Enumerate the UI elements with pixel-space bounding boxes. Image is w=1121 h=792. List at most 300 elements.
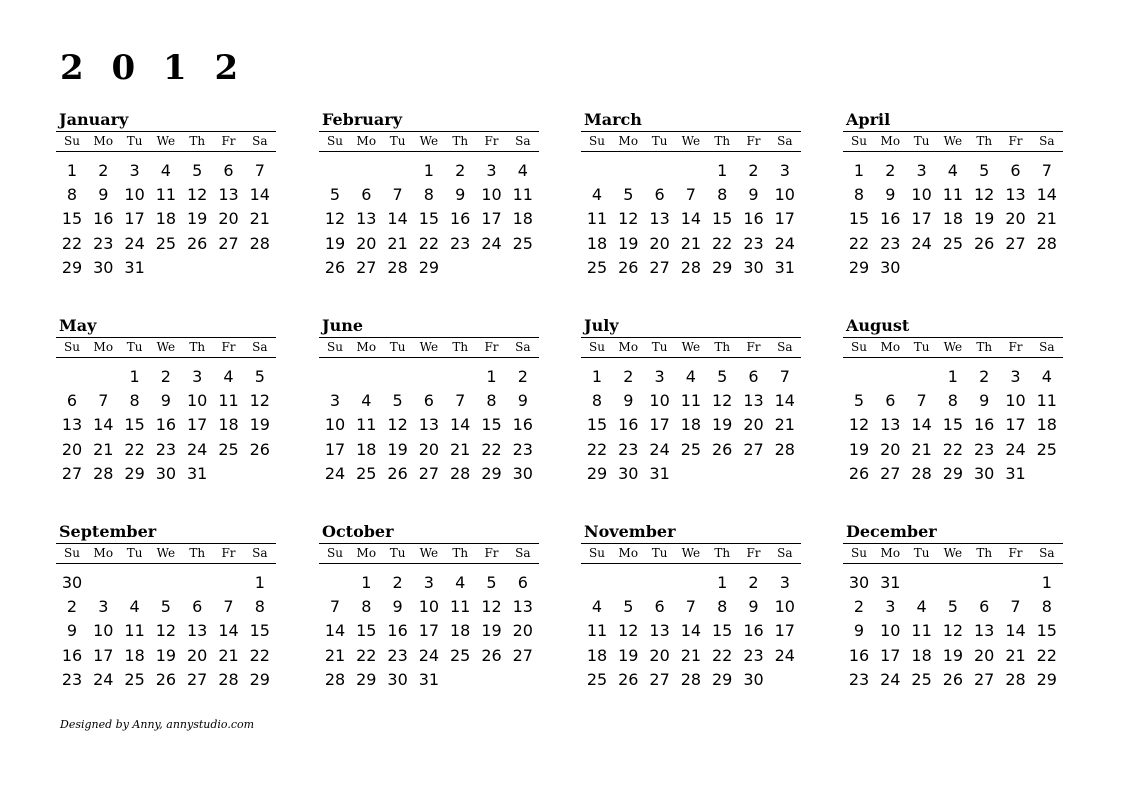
day-cell: 13	[880, 415, 901, 435]
day-cell: 9	[623, 391, 634, 411]
day-cell: 1	[129, 367, 140, 386]
day-cell: 29	[249, 669, 270, 689]
weekday-label: Fr	[484, 546, 499, 560]
day-cell: 20	[512, 621, 533, 641]
month-name: September	[59, 522, 157, 541]
month-december	[843, 522, 1063, 702]
day-cell: 19	[618, 233, 639, 253]
day-cell: 16	[743, 621, 764, 641]
weekday-label: Mo	[618, 340, 639, 354]
day-cell: 14	[680, 209, 702, 229]
day-cell: 20	[187, 645, 208, 665]
weekday-label: Sa	[252, 340, 268, 354]
day-cell: 9	[748, 597, 759, 617]
day-cell: 24	[93, 669, 114, 689]
day-cell: 28	[680, 669, 702, 689]
day-cell: 29	[1036, 669, 1057, 689]
day-cell: 17	[187, 415, 208, 435]
day-cell: 8	[947, 391, 958, 411]
day-cell: 21	[93, 439, 114, 459]
day-cell: 7	[685, 597, 696, 617]
day-cell: 15	[1036, 621, 1057, 641]
weekday-label: Sa	[252, 546, 268, 560]
weekday-header-top-rule	[56, 337, 276, 338]
day-cell: 16	[387, 621, 408, 641]
month-february	[319, 110, 539, 290]
day-cell: 6	[1010, 161, 1021, 180]
day-cell: 6	[517, 573, 528, 592]
weekday-label: Tu	[651, 134, 668, 148]
month-january	[56, 110, 276, 290]
day-cell: 28	[387, 257, 408, 277]
day-cell: 30	[974, 463, 995, 483]
day-cell: 26	[848, 463, 870, 483]
day-cell: 8	[853, 185, 865, 205]
day-cell: 18	[586, 645, 608, 665]
day-cell: 16	[743, 209, 764, 229]
weekday-header-bottom-rule	[581, 151, 801, 152]
day-cell: 19	[942, 645, 964, 665]
day-cell: 6	[748, 367, 759, 386]
day-cell: 19	[387, 439, 408, 459]
day-cell: 11	[218, 391, 239, 411]
day-cell: 14	[93, 415, 114, 435]
day-cell: 16	[450, 209, 471, 229]
weekday-label: Mo	[880, 134, 901, 148]
day-cell: 11	[586, 621, 608, 641]
weekday-label: Fr	[746, 546, 761, 560]
day-cell: 7	[916, 391, 927, 411]
weekday-header-top-rule	[843, 543, 1063, 544]
day-cell: 30	[155, 463, 177, 483]
weekday-header-bottom-rule	[581, 357, 801, 358]
month-july	[581, 316, 801, 496]
weekday-label: Mo	[356, 546, 377, 560]
weekday-label: Fr	[221, 546, 236, 560]
day-cell: 2	[853, 597, 865, 617]
day-cell: 4	[223, 367, 234, 386]
day-cell: 4	[947, 161, 958, 180]
day-cell: 6	[66, 391, 78, 411]
day-cell: 27	[880, 463, 901, 483]
day-cell: 13	[61, 415, 83, 435]
weekday-label: Tu	[913, 134, 930, 148]
weekday-header-top-rule	[843, 337, 1063, 338]
weekday-label: Sa	[252, 134, 268, 148]
day-cell: 22	[418, 233, 440, 253]
day-cell: 24	[481, 233, 502, 253]
day-cell: 28	[218, 669, 239, 689]
weekday-label: Th	[452, 134, 469, 148]
day-cell: 18	[1036, 415, 1057, 435]
weekday-label: Su	[589, 340, 605, 354]
day-cell: 17	[774, 209, 795, 229]
day-cell: 25	[586, 257, 608, 277]
day-cell: 5	[947, 597, 958, 617]
day-cell: 2	[455, 161, 466, 180]
day-cell: 12	[974, 185, 995, 205]
day-cell: 15	[586, 415, 608, 435]
day-cell: 4	[361, 391, 372, 411]
weekday-label: Mo	[880, 340, 901, 354]
day-cell: 23	[743, 233, 764, 253]
day-cell: 6	[423, 391, 434, 411]
day-cell: 24	[774, 645, 795, 665]
day-cell: 30	[743, 257, 764, 277]
day-cell: 16	[155, 415, 177, 435]
day-cell: 2	[748, 573, 759, 592]
day-cell: 7	[392, 185, 403, 205]
day-cell: 13	[974, 621, 995, 641]
day-cell: 5	[979, 161, 990, 180]
day-cell: 27	[649, 257, 670, 277]
weekday-label: Su	[327, 340, 343, 354]
day-cell: 17	[774, 621, 795, 641]
day-cell: 6	[654, 185, 665, 205]
day-cell: 31	[774, 257, 795, 277]
month-name: November	[584, 522, 676, 541]
weekday-label: Th	[976, 340, 993, 354]
day-cell: 26	[387, 463, 408, 483]
month-name: October	[322, 522, 394, 541]
day-cell: 31	[649, 463, 670, 483]
day-cell: 19	[324, 233, 346, 253]
day-cell: 25	[680, 439, 702, 459]
weekday-header-bottom-rule	[56, 357, 276, 358]
day-cell: 24	[1005, 439, 1026, 459]
day-cell: 9	[160, 391, 171, 411]
day-cell: 7	[455, 391, 466, 411]
day-cell: 3	[916, 161, 927, 180]
day-cell: 30	[743, 669, 764, 689]
day-cell: 2	[885, 161, 896, 180]
day-cell: 25	[155, 233, 177, 253]
weekday-label: Th	[714, 340, 731, 354]
day-cell: 3	[779, 161, 790, 180]
day-cell: 8	[361, 597, 372, 617]
day-cell: 6	[885, 391, 896, 411]
day-cell: 1	[717, 161, 728, 180]
day-cell: 16	[93, 209, 114, 229]
day-cell: 27	[418, 463, 440, 483]
weekday-label: We	[419, 340, 439, 354]
day-cell: 10	[774, 185, 795, 205]
month-august	[843, 316, 1063, 496]
day-cell: 22	[712, 645, 733, 665]
day-cell: 12	[155, 621, 177, 641]
weekday-label: We	[156, 340, 176, 354]
day-cell: 23	[743, 645, 764, 665]
weekday-label: Sa	[515, 134, 531, 148]
day-cell: 5	[717, 367, 728, 386]
weekday-header-bottom-rule	[843, 357, 1063, 358]
day-cell: 30	[848, 573, 870, 592]
weekday-header-top-rule	[843, 131, 1063, 132]
day-cell: 25	[1036, 439, 1057, 459]
day-cell: 14	[249, 185, 270, 205]
day-cell: 21	[387, 233, 408, 253]
day-cell: 17	[124, 209, 145, 229]
month-name: February	[322, 110, 403, 129]
day-cell: 14	[450, 415, 471, 435]
day-cell: 28	[450, 463, 471, 483]
day-cell: 15	[481, 415, 502, 435]
day-cell: 8	[66, 185, 78, 205]
weekday-label: We	[943, 340, 963, 354]
weekday-label: Su	[851, 340, 867, 354]
day-cell: 7	[685, 185, 696, 205]
day-cell: 16	[512, 415, 533, 435]
day-cell: 12	[481, 597, 502, 617]
weekday-label: Tu	[913, 546, 930, 560]
day-cell: 8	[423, 185, 434, 205]
weekday-label: We	[943, 134, 963, 148]
day-cell: 15	[249, 621, 270, 641]
weekday-label: Fr	[746, 134, 761, 148]
weekday-label: Fr	[1008, 134, 1023, 148]
day-cell: 11	[680, 391, 702, 411]
weekday-header-top-rule	[56, 131, 276, 132]
day-cell: 18	[218, 415, 239, 435]
day-cell: 13	[418, 415, 440, 435]
day-cell: 15	[61, 209, 83, 229]
day-cell: 21	[680, 233, 702, 253]
day-cell: 11	[155, 185, 177, 205]
day-cell: 10	[93, 621, 114, 641]
day-cell: 5	[486, 573, 497, 592]
day-cell: 29	[418, 257, 440, 277]
day-cell: 23	[512, 439, 533, 459]
day-cell: 29	[61, 257, 83, 277]
month-name: March	[584, 110, 642, 129]
day-cell: 1	[423, 161, 434, 180]
day-cell: 28	[1036, 233, 1057, 253]
weekday-label: Th	[976, 546, 993, 560]
day-cell: 2	[979, 367, 990, 386]
weekday-label: Sa	[1039, 546, 1055, 560]
weekday-header-bottom-rule	[581, 563, 801, 564]
day-cell: 5	[853, 391, 865, 411]
day-cell: 12	[848, 415, 870, 435]
day-cell: 10	[481, 185, 502, 205]
day-cell: 14	[911, 415, 932, 435]
day-cell: 22	[61, 233, 83, 253]
day-cell: 28	[911, 463, 932, 483]
weekday-header-top-rule	[581, 543, 801, 544]
day-cell: 20	[356, 233, 377, 253]
weekday-label: Tu	[913, 340, 930, 354]
day-cell: 26	[481, 645, 502, 665]
day-cell: 24	[911, 233, 932, 253]
weekday-label: Tu	[389, 340, 406, 354]
day-cell: 3	[885, 597, 896, 617]
day-cell: 22	[249, 645, 270, 665]
weekday-header-bottom-rule	[319, 151, 539, 152]
day-cell: 24	[649, 439, 670, 459]
day-cell: 3	[129, 161, 140, 180]
day-cell: 12	[187, 185, 208, 205]
weekday-label: Sa	[1039, 134, 1055, 148]
day-cell: 9	[853, 621, 865, 641]
weekday-label: Mo	[93, 546, 114, 560]
day-cell: 11	[450, 597, 471, 617]
weekday-header-top-rule	[319, 131, 539, 132]
day-cell: 26	[155, 669, 177, 689]
day-cell: 16	[61, 645, 83, 665]
day-cell: 3	[654, 367, 665, 386]
day-cell: 10	[1005, 391, 1026, 411]
weekday-label: Mo	[880, 546, 901, 560]
day-cell: 20	[974, 645, 995, 665]
day-cell: 1	[947, 367, 958, 386]
day-cell: 9	[517, 391, 528, 411]
weekday-label: Th	[714, 546, 731, 560]
day-cell: 13	[649, 621, 670, 641]
day-cell: 23	[93, 233, 114, 253]
weekday-label: Fr	[484, 134, 499, 148]
weekday-label: Su	[64, 340, 80, 354]
day-cell: 14	[680, 621, 702, 641]
day-cell: 19	[187, 209, 208, 229]
weekday-label: Th	[452, 546, 469, 560]
weekday-label: Tu	[126, 546, 143, 560]
weekday-label: Su	[327, 546, 343, 560]
day-cell: 7	[1041, 161, 1052, 180]
day-cell: 19	[848, 439, 870, 459]
day-cell: 13	[743, 391, 764, 411]
day-cell: 28	[774, 439, 795, 459]
day-cell: 18	[155, 209, 177, 229]
day-cell: 29	[942, 463, 964, 483]
day-cell: 3	[1010, 367, 1021, 386]
day-cell: 30	[512, 463, 533, 483]
weekday-label: Tu	[651, 340, 668, 354]
day-cell: 17	[93, 645, 114, 665]
month-name: August	[846, 316, 910, 335]
day-cell: 12	[942, 621, 964, 641]
weekday-label: We	[156, 546, 176, 560]
day-cell: 24	[774, 233, 795, 253]
day-cell: 10	[124, 185, 145, 205]
weekday-label: Su	[64, 546, 80, 560]
day-cell: 24	[880, 669, 901, 689]
weekday-label: Fr	[746, 340, 761, 354]
day-cell: 30	[93, 257, 114, 277]
day-cell: 16	[974, 415, 995, 435]
day-cell: 26	[974, 233, 995, 253]
weekday-label: Th	[189, 546, 206, 560]
day-cell: 13	[356, 209, 377, 229]
day-cell: 9	[66, 621, 78, 641]
weekday-label: Sa	[515, 340, 531, 354]
day-cell: 20	[880, 439, 901, 459]
day-cell: 18	[680, 415, 702, 435]
day-cell: 11	[911, 621, 932, 641]
day-cell: 12	[387, 415, 408, 435]
day-cell: 25	[586, 669, 608, 689]
weekday-label: Sa	[515, 546, 531, 560]
day-cell: 1	[254, 573, 265, 592]
weekday-label: Sa	[777, 134, 793, 148]
weekday-label: Su	[589, 546, 605, 560]
weekday-label: Su	[851, 546, 867, 560]
weekday-label: We	[943, 546, 963, 560]
day-cell: 13	[1005, 185, 1026, 205]
day-cell: 11	[586, 209, 608, 229]
day-cell: 9	[885, 185, 896, 205]
day-cell: 14	[218, 621, 239, 641]
month-march	[581, 110, 801, 290]
weekday-label: Sa	[777, 546, 793, 560]
day-cell: 11	[1036, 391, 1057, 411]
day-cell: 10	[187, 391, 208, 411]
day-cell: 31	[187, 463, 208, 483]
day-cell: 2	[160, 367, 171, 386]
day-cell: 9	[98, 185, 109, 205]
day-cell: 30	[618, 463, 639, 483]
day-cell: 18	[450, 621, 471, 641]
day-cell: 18	[911, 645, 932, 665]
day-cell: 22	[586, 439, 608, 459]
day-cell: 4	[591, 597, 603, 617]
day-cell: 27	[974, 669, 995, 689]
weekday-header-bottom-rule	[843, 151, 1063, 152]
day-cell: 22	[1036, 645, 1057, 665]
day-cell: 15	[848, 209, 870, 229]
day-cell: 22	[481, 439, 502, 459]
month-name: May	[59, 316, 97, 335]
day-cell: 26	[249, 439, 270, 459]
day-cell: 1	[66, 161, 78, 180]
day-cell: 21	[249, 209, 270, 229]
day-cell: 16	[848, 645, 870, 665]
day-cell: 23	[880, 233, 901, 253]
day-cell: 8	[254, 597, 265, 617]
day-cell: 24	[324, 463, 346, 483]
day-cell: 25	[356, 463, 377, 483]
day-cell: 22	[942, 439, 964, 459]
day-cell: 31	[124, 257, 145, 277]
day-cell: 14	[1036, 185, 1057, 205]
day-cell: 17	[481, 209, 502, 229]
weekday-header-bottom-rule	[56, 151, 276, 152]
day-cell: 22	[356, 645, 377, 665]
weekday-label: Tu	[651, 546, 668, 560]
day-cell: 15	[356, 621, 377, 641]
day-cell: 29	[124, 463, 145, 483]
day-cell: 5	[623, 185, 634, 205]
designer-credit: Designed by Anny, annystudio.com	[60, 718, 255, 731]
weekday-label: Fr	[484, 340, 499, 354]
weekday-label: Su	[327, 134, 343, 148]
day-cell: 20	[418, 439, 440, 459]
day-cell: 1	[591, 367, 603, 386]
day-cell: 25	[911, 669, 932, 689]
month-october	[319, 522, 539, 702]
day-cell: 6	[654, 597, 665, 617]
day-cell: 11	[512, 185, 533, 205]
day-cell: 25	[450, 645, 471, 665]
month-september	[56, 522, 276, 702]
day-cell: 21	[774, 415, 795, 435]
day-cell: 6	[223, 161, 234, 180]
day-cell: 24	[418, 645, 440, 665]
day-cell: 28	[249, 233, 270, 253]
day-cell: 14	[1005, 621, 1026, 641]
day-cell: 19	[618, 645, 639, 665]
day-cell: 11	[942, 185, 964, 205]
day-cell: 16	[618, 415, 639, 435]
